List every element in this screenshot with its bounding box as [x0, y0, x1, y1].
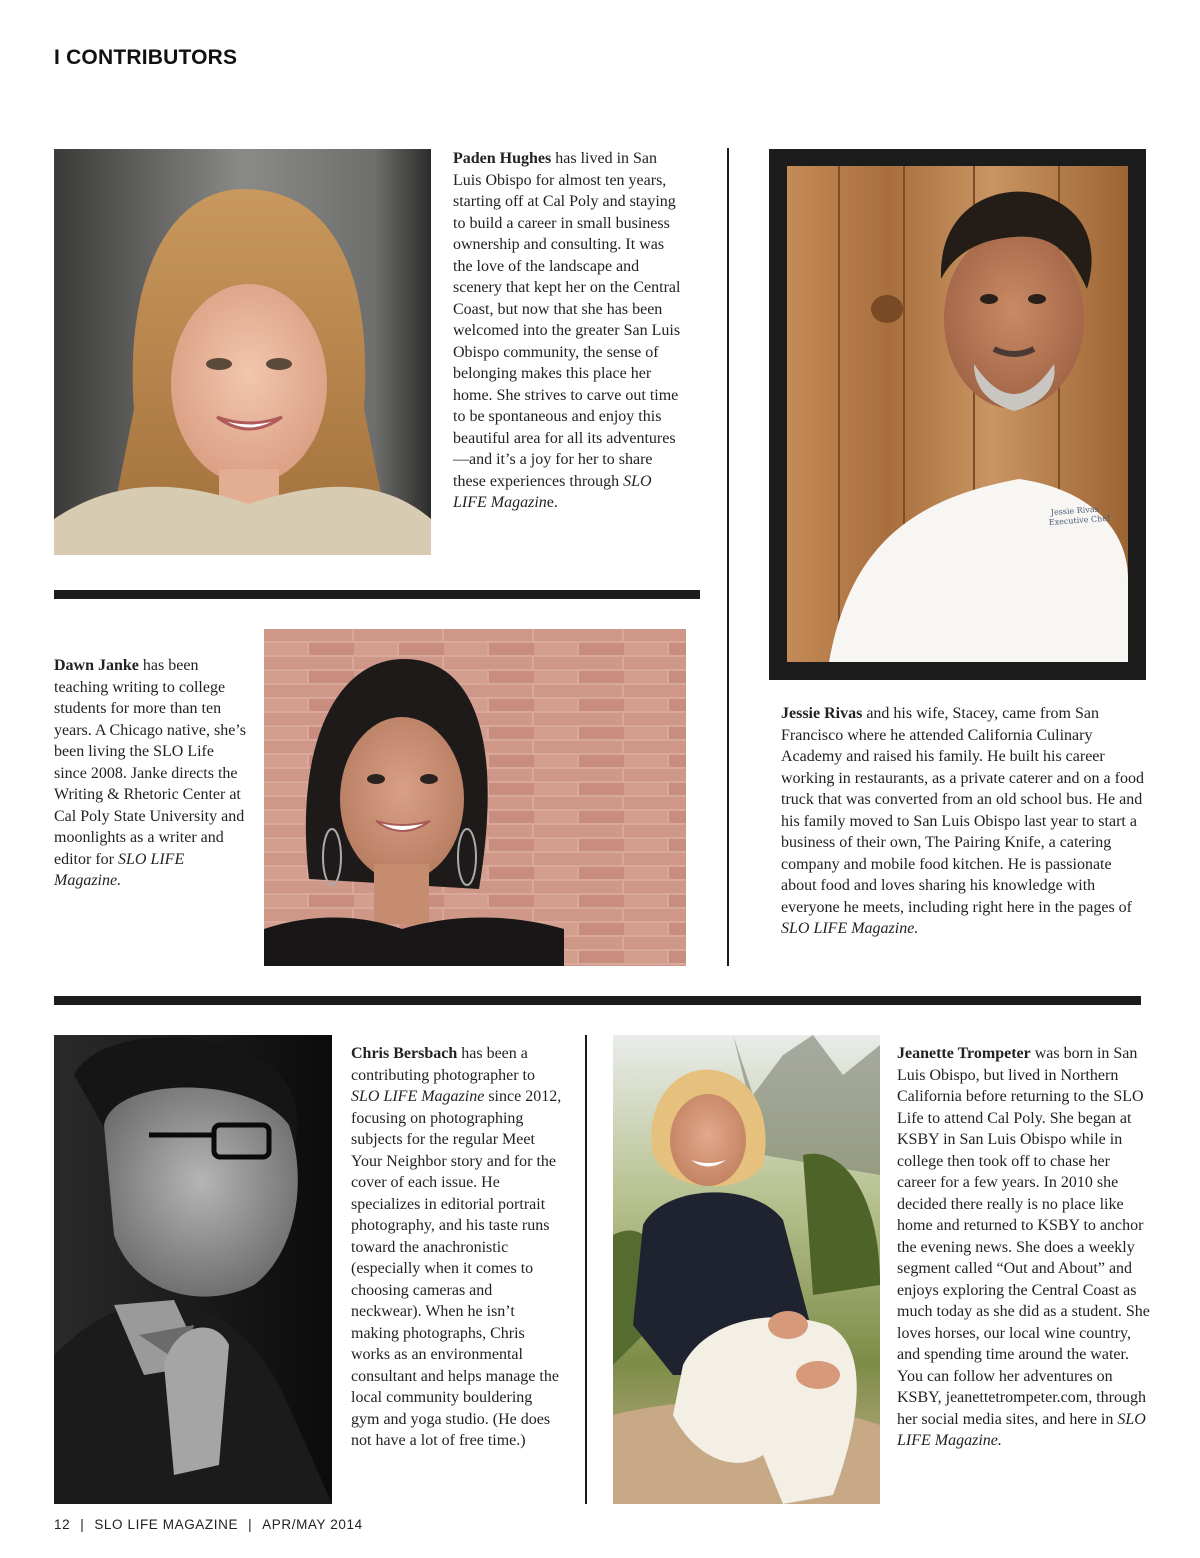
- section-title: I CONTRIBUTORS: [54, 46, 238, 69]
- magazine-title: SLO LIFE Magazin: [453, 472, 652, 511]
- publication-name: SLO LIFE MAGAZINE: [94, 1517, 239, 1532]
- portrait-woman-blonde: [54, 149, 431, 555]
- column-divider: [727, 148, 729, 966]
- chef-coat-title: Executive Chef: [1048, 513, 1111, 527]
- photo-paden-hughes: [54, 149, 431, 555]
- bio-paden-hughes: [453, 148, 685, 514]
- contributor-name: Jessie Rivas: [781, 705, 863, 722]
- magazine-title: SLO LIFE Magazine.: [897, 1410, 1146, 1449]
- magazine-title: SLO LIFE Magazine: [351, 1088, 485, 1105]
- contributor-name: Dawn Janke: [54, 657, 139, 674]
- contributor-name: Jeanette Trompeter: [897, 1045, 1031, 1062]
- photo-jeanette-trompeter: [613, 1035, 880, 1504]
- bio-text: was born in San Luis Obispo, but lived in Northern California before returning to the SLO Life to attend Cal Poly. She began at KSBY in San Luis Obispo while in college then took off to chase her career for a few years. In 2010 she decided there really is no place like home and returned to KSBY to anchor the evening news. She does a weekly segment called “Out and About” and enjoys exploring the Central Coast as much today as she did as a student. She loves horses, our local wine country, and spending time around the water. You can follow her adventures on KSBY, jeanettetrompeter.com, through her social media sites, and here in: [897, 1045, 1150, 1428]
- column-divider: [585, 1035, 587, 1504]
- bio-dawn-janke: [54, 655, 250, 892]
- bio-text: has been a contributing photographer to: [351, 1045, 535, 1084]
- photo-jessie-rivas: [769, 149, 1146, 680]
- page-footer: [54, 1517, 363, 1532]
- portrait-woman-brick-wall: [264, 629, 686, 966]
- contributor-name: Paden Hughes: [453, 150, 552, 167]
- bio-text: e.: [546, 494, 558, 511]
- portrait-man-bw-glasses: [54, 1035, 332, 1504]
- bio-text: since 2012, focusing on photographing subjects for the regular Meet Your Neighbor story and for the cover of each issue. He specializes in editorial portrait photography, and his taste runs toward the anachronistic (especially when it comes to choosing cameras and neckwear). When he isn’t making photographs, Chris works as an environmental consultant and helps manage the local community bouldering gym and yoga studio. (He does not have a lot of free time.): [351, 1088, 562, 1449]
- photo-chris-bersbach: [54, 1035, 332, 1504]
- page-number: 12: [54, 1517, 71, 1532]
- section-divider: [54, 996, 1141, 1005]
- bio-text: has been teaching writing to college students for more than ten years. A Chicago native, she’s been living the SLO Life since 2008. Janke directs the Writing & Rhetoric Center at Cal Poly State University and moonlights as a writer and editor for: [54, 657, 246, 868]
- bio-chris-bersbach: [351, 1043, 564, 1452]
- magazine-title: SLO LIFE Magazine.: [781, 920, 919, 937]
- footer-separator: |: [248, 1517, 253, 1532]
- bio-jessie-rivas: [781, 703, 1147, 940]
- photo-dawn-janke: [264, 629, 686, 966]
- issue-date: APR/MAY 2014: [262, 1517, 363, 1532]
- portrait-chef: [769, 149, 1146, 680]
- bio-text: has lived in San Luis Obispo for almost ten years, starting off at Cal Poly and staying to build a career in small business ownership and consulting. It was the love of the landscape and scenery that kept her on the Central Coast, but now that she has been welcomed into the greater San Luis Obispo community, the sense of belonging makes this place her home. She strives to carve out time to be spontaneous and enjoy this beautiful area for all its adventures—and it’s a joy for her to share these experiences through: [453, 150, 681, 490]
- footer-separator: |: [80, 1517, 85, 1532]
- chef-coat-name: Jessie Rivas: [1050, 504, 1099, 517]
- portrait-woman-outdoors: [613, 1035, 880, 1504]
- bio-jeanette-trompeter: [897, 1043, 1151, 1452]
- section-divider: [54, 590, 700, 599]
- bio-text: and his wife, Stacey, came from San Francisco where he attended California Culinary Academy and raised his family. He built his career working in restaurants, as a private caterer and on a food truck that was converted from an old school bus. He and his family moved to San Luis Obispo last year to start a business of their own, The Pairing Knife, a catering company and mobile food kitchen. He is passionate about food and loves sharing his knowledge with everyone he meets, including right here in the pages of: [781, 705, 1144, 916]
- magazine-title: SLO LIFE Magazine.: [54, 850, 185, 889]
- contributor-name: Chris Bersbach: [351, 1045, 458, 1062]
